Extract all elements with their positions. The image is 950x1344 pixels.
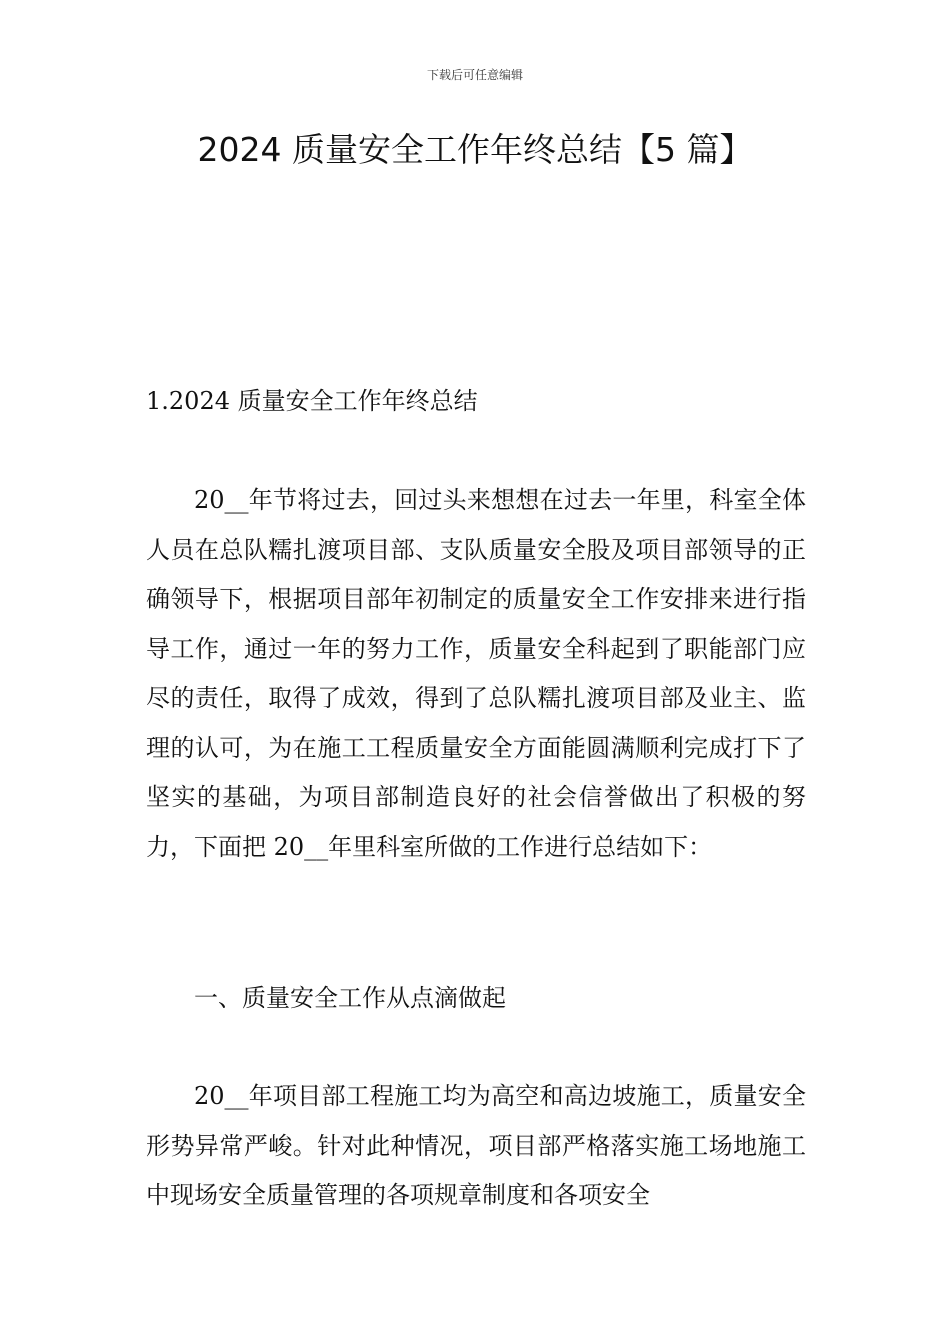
- document-title: 2024 质量安全工作年终总结【5 篇】: [197, 130, 753, 169]
- paragraph-body: 20__年项目部工程施工均为高空和高边坡施工，质量安全形势异常严峻。针对此种情况，项目部严格落实施工场地施工中现场安全质量管理的各项规章制度和各项安全: [146, 1082, 806, 1209]
- paragraph-intro: 20__年节将过去，回过头来想想在过去一年里，科室全体人员在总队糯扎渡项目部、支队质量安全股及项目部领导的正确领导下，根据项目部年初制定的质量安全工作安排来进行指导工作，通过一年的努力工作，质量安全科起到了职能部门应尽的责任，取得了成效，得到了总队糯扎渡项目部及业主、监理的认可，为在施工工程质量安全方面能圆满顺利完成打下了坚实的基础，为项目部制造良好的社会信誉做出了积极的努力，下面把 20__年里科室所做的工作进行总结如下：: [146, 486, 806, 861]
- section-heading: 1.2024 质量安全工作年终总结: [146, 387, 478, 415]
- header-note: 下载后可任意编辑: [426, 68, 523, 82]
- subheading: 一、质量安全工作从点滴做起: [194, 984, 506, 1012]
